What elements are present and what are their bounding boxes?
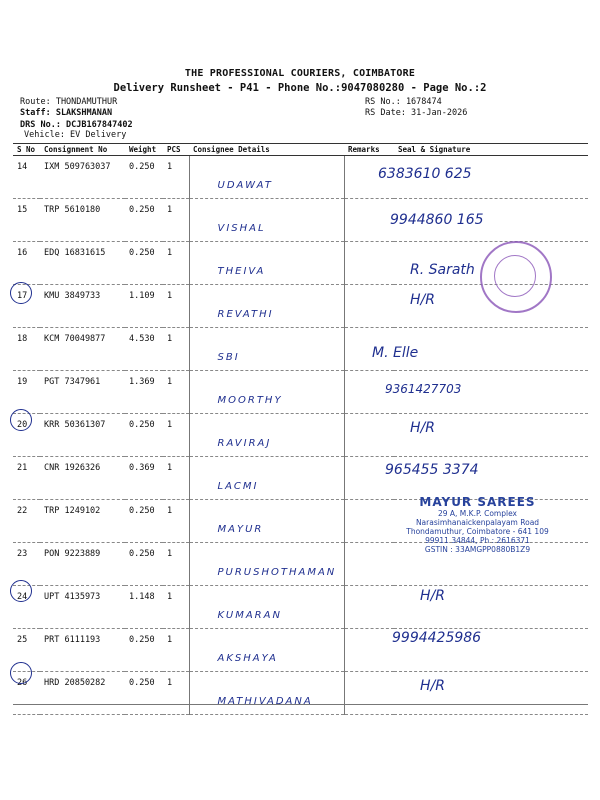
consignee-name: MOORTHY: [217, 395, 283, 406]
sno-cell: 24: [13, 586, 40, 629]
consignment-cell: CNR 1926326: [40, 457, 125, 500]
pcs-cell: 1: [163, 586, 189, 629]
route-label: Route: THONDAMUTHUR: [20, 97, 118, 107]
sno-cell: 23: [13, 543, 40, 586]
table-bottom-border: [13, 704, 588, 705]
remarks-cell: [344, 672, 394, 715]
consignee-cell: [189, 371, 344, 414]
col-weight: Weight: [125, 144, 163, 156]
hand-circle-mark: [10, 662, 32, 684]
consignment-cell: KRR 50361307: [40, 414, 125, 457]
sno-cell: 22: [13, 500, 40, 543]
signature: H/R: [420, 678, 445, 694]
remarks-cell: [344, 586, 394, 629]
consignee-cell: [189, 285, 344, 328]
consignee-name: SBI: [217, 352, 240, 363]
consignee-cell: [189, 328, 344, 371]
remarks-cell: [344, 242, 394, 285]
col-signature: Seal & Signature: [394, 144, 588, 156]
table-row: [13, 629, 588, 672]
consignee-name: THEIVA: [217, 266, 266, 277]
pcs-cell: 1: [163, 672, 189, 715]
hand-circle-mark: [10, 580, 32, 602]
table-row: [13, 156, 588, 199]
hand-circle-mark: [10, 409, 32, 431]
signature: R. Sarath: [410, 262, 475, 278]
signature: 9944860 165: [390, 212, 484, 228]
weight-cell: 1.109: [125, 285, 163, 328]
signature: 9361427703: [385, 382, 462, 396]
delivery-table: [13, 143, 588, 715]
signature: M. Elle: [372, 345, 419, 361]
vehicle-label: Vehicle: EV Delivery: [24, 130, 127, 140]
table-row: [13, 672, 588, 715]
consignee-cell: [189, 586, 344, 629]
consignee-name: VISHAL: [217, 223, 266, 234]
signature: 9994425986: [392, 630, 482, 646]
sno-cell: 19: [13, 371, 40, 414]
round-seal-stamp: [480, 241, 552, 313]
sno-cell: 25: [13, 629, 40, 672]
table-row: [13, 371, 588, 414]
pcs-cell: 1: [163, 199, 189, 242]
consignee-cell: [189, 543, 344, 586]
consignment-cell: TRP 5610180: [40, 199, 125, 242]
consignee-name: REVATHI: [217, 309, 274, 320]
col-remarks: Remarks: [344, 144, 394, 156]
consignee-cell: [189, 156, 344, 199]
pcs-cell: 1: [163, 543, 189, 586]
consignee-name: PURUSHOTHAMAN: [217, 567, 337, 578]
consignee-cell: [189, 199, 344, 242]
signature-cell: [394, 328, 588, 371]
company-title: THE PROFESSIONAL COURIERS, COIMBATORE: [184, 68, 416, 79]
consignee-name: MATHIVADANA: [217, 696, 313, 707]
remarks-cell: [344, 500, 394, 543]
consignment-cell: PRT 6111193: [40, 629, 125, 672]
sno-cell: 15: [13, 199, 40, 242]
table-row: [13, 586, 588, 629]
signature: H/R: [420, 588, 445, 604]
seal-inner-ring: [494, 255, 536, 297]
weight-cell: 0.369: [125, 457, 163, 500]
hand-circle-mark: [10, 282, 32, 304]
col-pcs: PCS: [163, 144, 189, 156]
consignee-name: KUMARAN: [217, 610, 282, 621]
pcs-cell: 1: [163, 242, 189, 285]
consignee-name: RAVIRAJ: [217, 438, 272, 449]
weight-cell: 1.369: [125, 371, 163, 414]
weight-cell: 0.250: [125, 199, 163, 242]
sno-cell: 16: [13, 242, 40, 285]
consignee-cell: [189, 500, 344, 543]
sno-cell: 26: [13, 672, 40, 715]
weight-cell: 0.250: [125, 672, 163, 715]
drs-number: DRS No.: DCJB167847402: [20, 120, 133, 130]
pcs-cell: 1: [163, 371, 189, 414]
shop-phone-line: 99911 34844, Ph : 2616371: [425, 536, 530, 545]
weight-cell: 1.148: [125, 586, 163, 629]
remarks-cell: [344, 285, 394, 328]
sno-cell: 21: [13, 457, 40, 500]
table-row: [13, 457, 588, 500]
consignee-name: UDAWAT: [217, 180, 273, 191]
weight-cell: 4.530: [125, 328, 163, 371]
col-sno: S No: [13, 144, 40, 156]
shop-address-line: 29 A, M.K.P. Complex: [437, 509, 517, 518]
remarks-cell: [344, 199, 394, 242]
signature: 6383610 625: [378, 166, 472, 182]
consignee-name: AKSHAYA: [217, 653, 278, 664]
consignment-cell: IXM 509763037: [40, 156, 125, 199]
col-consignment: Consignment No: [40, 144, 125, 156]
shop-stamp: [405, 495, 550, 554]
sno-cell: 14: [13, 156, 40, 199]
shop-address-line: Thondamuthur, Coimbatore - 641 109: [406, 527, 549, 536]
consignment-cell: EDQ 16831615: [40, 242, 125, 285]
consignee-name: MAYUR: [217, 524, 264, 535]
col-consignee: Consignee Details: [189, 144, 344, 156]
consignee-cell: [189, 672, 344, 715]
pcs-cell: 1: [163, 156, 189, 199]
consignee-cell: [189, 629, 344, 672]
pcs-cell: 1: [163, 328, 189, 371]
remarks-cell: [344, 414, 394, 457]
signature: 965455 3374: [385, 462, 479, 478]
signature: H/R: [410, 420, 435, 436]
consignment-cell: TRP 1249102: [40, 500, 125, 543]
consignment-cell: KMU 3849733: [40, 285, 125, 328]
signature: H/R: [410, 292, 435, 308]
pcs-cell: 1: [163, 629, 189, 672]
pcs-cell: 1: [163, 285, 189, 328]
staff-label: Staff: SLAKSHMANAN: [20, 108, 113, 118]
consignment-cell: HRD 20850282: [40, 672, 125, 715]
remarks-cell: [344, 543, 394, 586]
sno-cell: 17: [13, 285, 40, 328]
consignee-cell: [189, 457, 344, 500]
table-row: [13, 414, 588, 457]
weight-cell: 0.250: [125, 156, 163, 199]
shop-name: MAYUR SAREES: [419, 495, 536, 509]
pcs-cell: 1: [163, 457, 189, 500]
table-row: [13, 199, 588, 242]
table-header-row: [13, 144, 588, 156]
consignee-cell: [189, 242, 344, 285]
rs-number: RS No.: 1678474: [365, 97, 442, 107]
shop-gstin-line: GSTIN : 33AMGPP0880B1Z9: [424, 545, 531, 554]
pcs-cell: 1: [163, 414, 189, 457]
shop-address-line: Narasimhanaickenpalayam Road: [415, 518, 540, 527]
sno-cell: 20: [13, 414, 40, 457]
sno-cell: 18: [13, 328, 40, 371]
consignment-cell: PGT 7347961: [40, 371, 125, 414]
weight-cell: 0.250: [125, 414, 163, 457]
weight-cell: 0.250: [125, 543, 163, 586]
consignee-name: LACMI: [217, 481, 259, 492]
weight-cell: 0.250: [125, 629, 163, 672]
weight-cell: 0.250: [125, 242, 163, 285]
consignment-cell: PON 9223889: [40, 543, 125, 586]
consignee-cell: [189, 414, 344, 457]
pcs-cell: 1: [163, 500, 189, 543]
consignment-cell: UPT 4135973: [40, 586, 125, 629]
weight-cell: 0.250: [125, 500, 163, 543]
consignment-cell: KCM 70049877: [40, 328, 125, 371]
runsheet-subtitle: Delivery Runsheet - P41 - Phone No.:9047080280 - Page No.:2: [113, 82, 487, 94]
rs-date: RS Date: 31-Jan-2026: [365, 108, 468, 118]
remarks-cell: [344, 629, 394, 672]
table-row: [13, 328, 588, 371]
